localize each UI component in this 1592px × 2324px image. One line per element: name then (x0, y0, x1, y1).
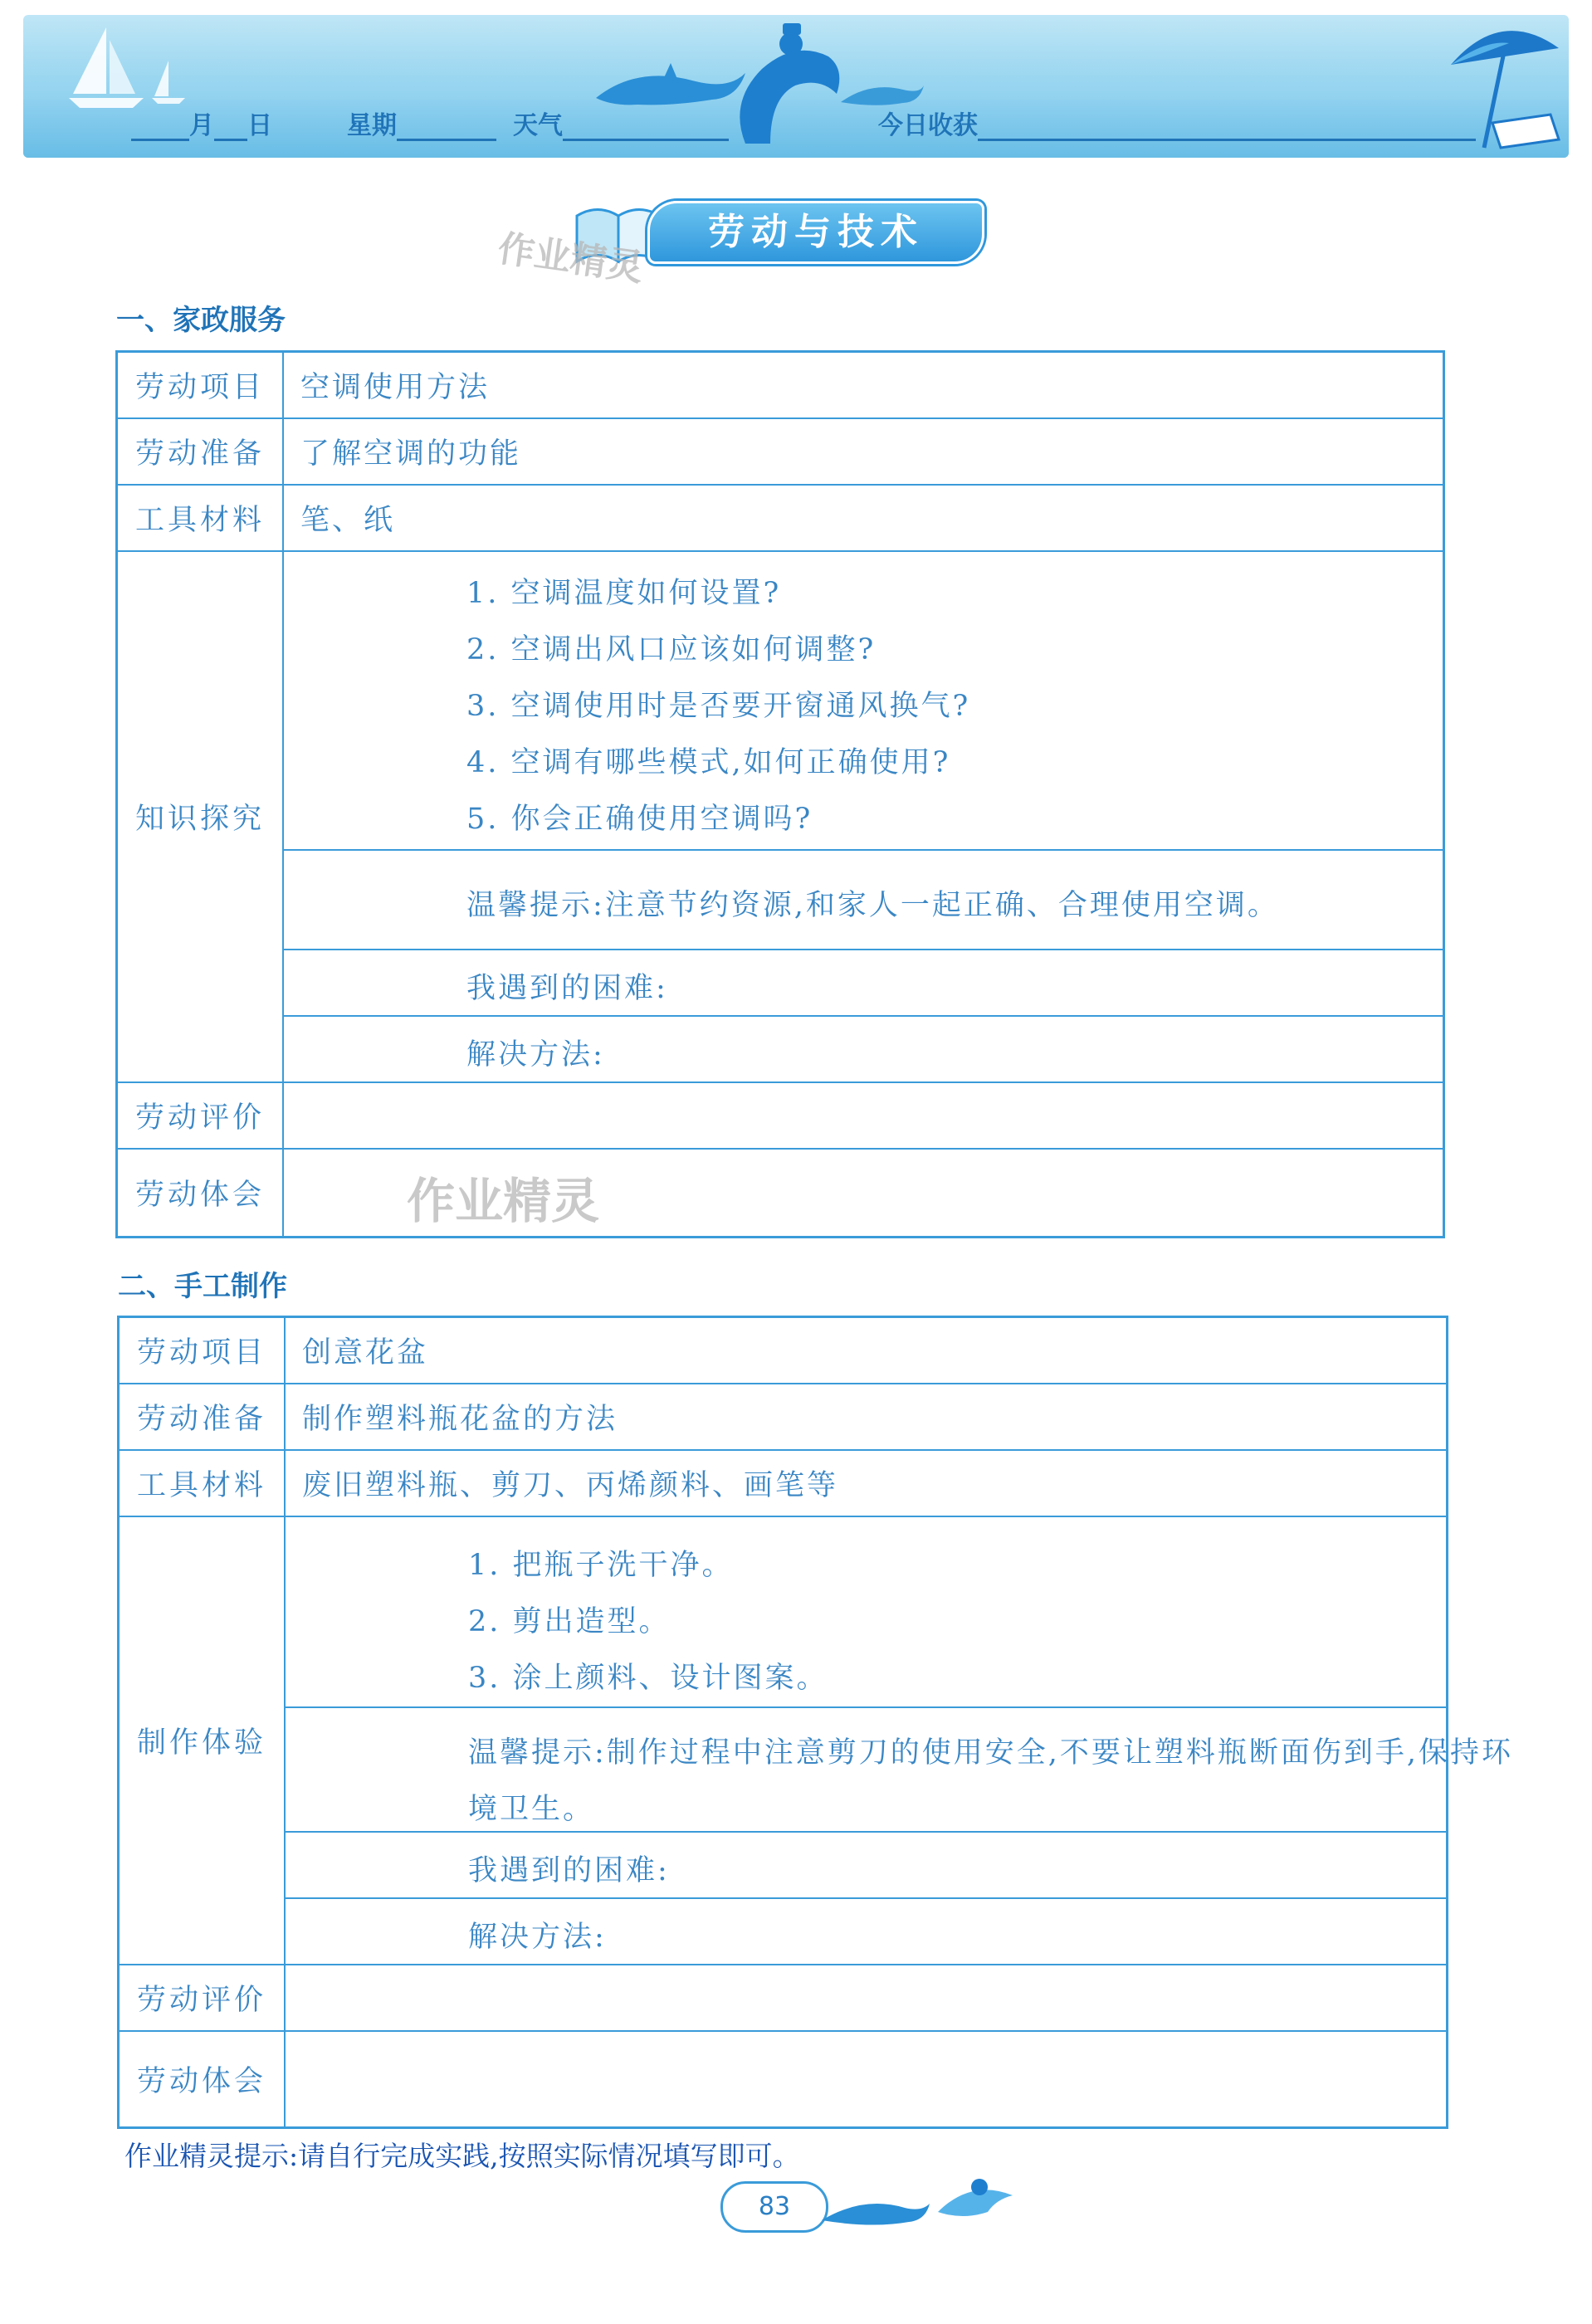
difficulty-label: 我遇到的困难: (468, 1854, 670, 1887)
row-value: 创意花盆 (302, 1336, 429, 1370)
row-label: 劳动评价 (120, 1965, 286, 2030)
table-row (120, 2032, 1446, 2126)
day-blank[interactable] (214, 117, 247, 141)
day-label: 日 (247, 111, 272, 140)
table-row (118, 353, 1443, 419)
knowledge-explore-row (118, 552, 1443, 1083)
row-label: 劳动评价 (118, 1083, 284, 1148)
tip-cell (284, 851, 1443, 950)
row-label: 知识探究 (118, 552, 284, 1081)
solution-label: 解决方法: (466, 1038, 605, 1072)
page-number: 83 (720, 2181, 828, 2233)
list-item: 3. 空调使用时是否要开窗通风换气? (466, 690, 971, 723)
row-value: 了解空调的功能 (300, 437, 522, 471)
row-value: 空调使用方法 (300, 371, 491, 404)
harvest-label: 今日收获 (878, 111, 978, 140)
tip-text: 温馨提示:制作过程中注意剪刀的使用安全,不要让塑料瓶断面伤到手,保持环 (468, 1736, 1514, 1770)
row-label: 工具材料 (118, 486, 284, 550)
table-row (120, 1451, 1446, 1517)
row-label: 劳动准备 (120, 1384, 286, 1449)
row-label: 劳动体会 (118, 1150, 284, 1236)
date-weather-row (131, 105, 1559, 138)
row-label: 劳动准备 (118, 419, 284, 484)
row-value: 制作塑料瓶花盆的方法 (302, 1403, 618, 1436)
month-blank[interactable] (131, 117, 189, 141)
handcraft-table (117, 1316, 1514, 2129)
row-label: 劳动体会 (120, 2032, 286, 2126)
month-label: 月 (189, 111, 214, 140)
sailboat-icon (56, 23, 156, 115)
footer-dolphin-icon (813, 2162, 1029, 2245)
list-item: 2. 剪出造型。 (468, 1605, 671, 1638)
footer-note: 作业精灵提示:请自行完成实践,按照实际情况填写即可。 (125, 2140, 800, 2172)
table-row (118, 419, 1443, 486)
watermark: 作业精灵 (495, 227, 647, 290)
household-service-table (115, 350, 1445, 1238)
sailboat-small-icon (148, 56, 189, 106)
row-label: 劳动项目 (118, 353, 284, 417)
harvest-blank[interactable] (978, 117, 1476, 141)
evaluation-input-area[interactable] (300, 1083, 1434, 1148)
difficulty-cell[interactable] (284, 950, 1443, 1017)
solution-label: 解决方法: (468, 1921, 607, 1954)
table-row (118, 1083, 1443, 1150)
tip-text: 境卫生。 (468, 1793, 595, 1826)
row-value: 废旧塑料瓶、剪刀、丙烯颜料、画笔等 (302, 1469, 839, 1502)
page-title: 劳动与技术 (708, 211, 924, 253)
watermark: 作业精灵 (407, 1173, 600, 1229)
list-item: 2. 空调出风口应该如何调整? (466, 633, 877, 666)
evaluation-input-area[interactable] (302, 1965, 1438, 2030)
solution-cell[interactable] (286, 1899, 1446, 1965)
making-experience-row (120, 1517, 1514, 1965)
table-row (118, 1150, 1443, 1236)
weekday-label: 星期 (347, 111, 397, 140)
section2-heading: 二、手工制作 (118, 1270, 287, 1303)
list-item: 1. 空调温度如何设置? (466, 577, 782, 610)
row-label: 制作体验 (120, 1517, 286, 1964)
tip-text: 温馨提示:注意节约资源,和家人一起正确、合理使用空调。 (466, 889, 1279, 922)
table-row (120, 1965, 1446, 2032)
solution-cell[interactable] (284, 1017, 1443, 1083)
weather-label: 天气 (513, 111, 563, 140)
table-row (120, 1318, 1446, 1384)
row-label: 工具材料 (120, 1451, 286, 1516)
list-item: 3. 涂上颜料、设计图案。 (468, 1662, 828, 1695)
row-label: 劳动项目 (120, 1318, 286, 1383)
row-value: 笔、纸 (300, 504, 396, 537)
header-banner (23, 15, 1569, 158)
list-item: 4. 空调有哪些模式,如何正确使用? (466, 746, 951, 779)
section1-heading: 一、家政服务 (116, 304, 286, 337)
list-item: 5. 你会正确使用空调吗? (466, 803, 813, 836)
list-item: 1. 把瓶子洗干净。 (468, 1549, 734, 1582)
weekday-blank[interactable] (397, 117, 496, 141)
difficulty-cell[interactable] (286, 1833, 1446, 1899)
difficulty-label: 我遇到的困难: (466, 972, 668, 1005)
table-row (118, 486, 1443, 552)
table-row (120, 1384, 1446, 1451)
tip-cell (286, 1708, 1514, 1833)
weather-blank[interactable] (563, 117, 729, 141)
question-list (284, 552, 1443, 851)
reflection-input-area[interactable] (302, 2032, 1438, 2126)
steps-list (286, 1517, 1446, 1708)
